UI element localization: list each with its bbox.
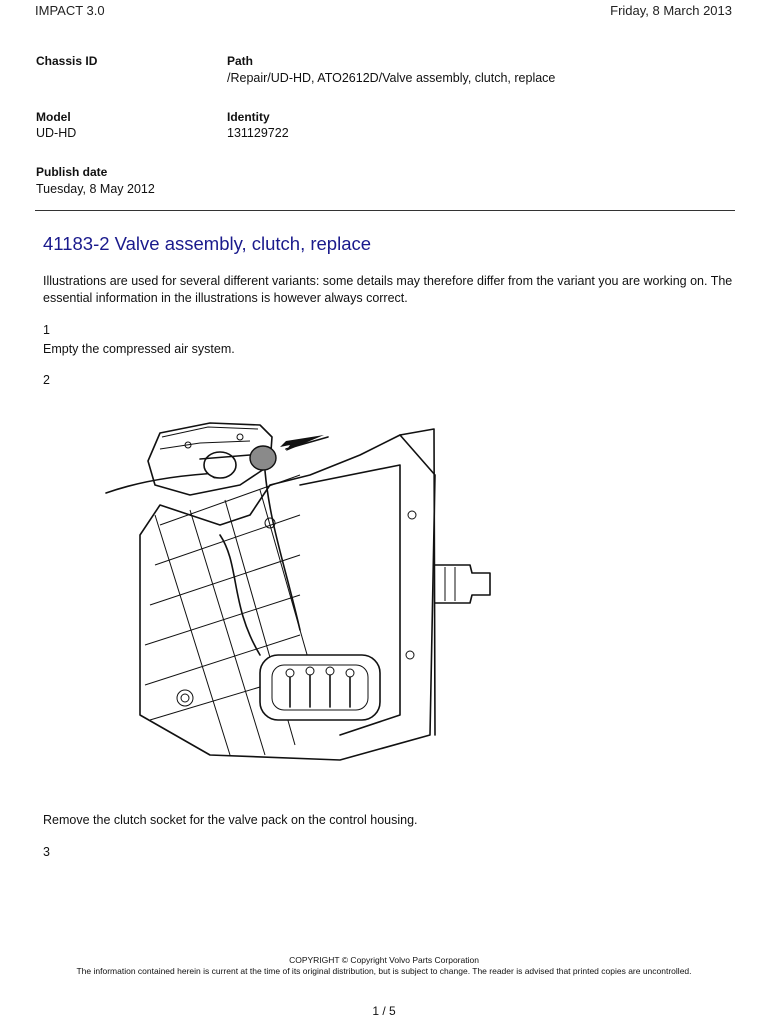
header-divider xyxy=(35,210,735,211)
publish-date-value: Tuesday, 8 May 2012 xyxy=(36,182,155,196)
publish-date-label: Publish date xyxy=(36,165,108,179)
copyright-notice: COPYRIGHT © Copyright Volvo Parts Corporation xyxy=(289,955,479,965)
step-text: Empty the compressed air system. xyxy=(43,342,235,356)
print-date: Friday, 8 March 2013 xyxy=(610,3,732,18)
step-number: 1 xyxy=(43,323,50,337)
path-label: Path xyxy=(227,54,254,68)
page-title: 41183-2 Valve assembly, clutch, replace xyxy=(43,233,372,254)
disclaimer: The information contained herein is current at the time of its original distribution, but is subject to change. The reader is advised that printed copies are uncontrolled. xyxy=(76,966,692,976)
chassis-id-label: Chassis ID xyxy=(36,54,98,68)
identity-label: Identity xyxy=(227,110,270,124)
identity-value: 131129722 xyxy=(227,126,289,140)
model-value: UD-HD xyxy=(36,126,77,140)
path-value: /Repair/UD-HD, ATO2612D/Valve assembly, clutch, replace xyxy=(227,71,556,85)
step-number: 3 xyxy=(43,845,50,859)
step-text: Remove the clutch socket for the valve pack on the control housing. xyxy=(43,813,418,827)
page-number: 1 / 5 xyxy=(372,1004,396,1018)
app-name: IMPACT 3.0 xyxy=(35,3,105,18)
step-number: 2 xyxy=(43,373,50,387)
model-label: Model xyxy=(36,110,71,124)
gearbox-illustration-icon xyxy=(100,415,500,775)
intro-paragraph: Illustrations are used for several different variants: some details may therefore differ from the variant you are working on. The essential information in the illustrations is however always correct. xyxy=(43,274,733,305)
